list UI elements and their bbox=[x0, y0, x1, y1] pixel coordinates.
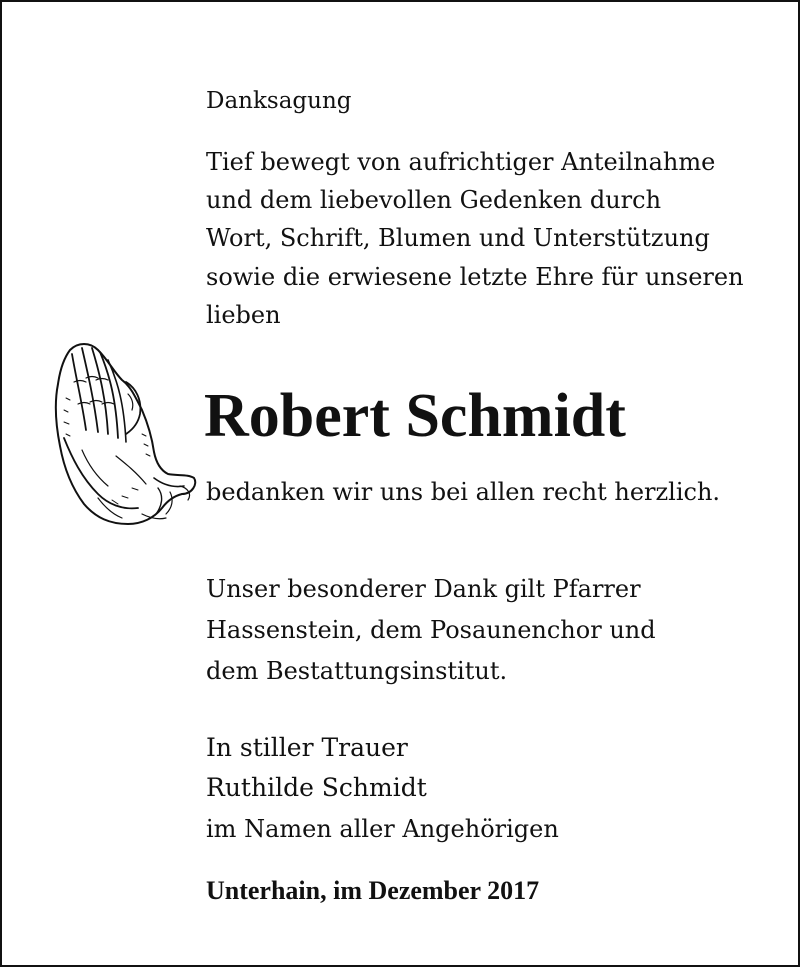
special-thanks-paragraph bbox=[206, 569, 656, 692]
intro-line: Tief bewegt von aufrichtiger Anteilnahme bbox=[206, 148, 716, 176]
on-behalf-line: im Namen aller Angehörigen bbox=[206, 815, 559, 843]
praying-hands-icon bbox=[42, 338, 200, 530]
place-date: Unterhain, im Dezember 2017 bbox=[206, 876, 540, 905]
mourner-name: Ruthilde Schmidt bbox=[206, 773, 427, 802]
intro-paragraph bbox=[206, 143, 744, 334]
special-thanks-line: Unser besonderer Dank gilt Pfarrer bbox=[206, 575, 641, 603]
signature-block bbox=[206, 728, 559, 850]
intro-line: und dem liebevollen Gedenken durch bbox=[206, 186, 662, 215]
intro-line: lieben bbox=[206, 300, 281, 329]
heading: Danksagung bbox=[206, 88, 352, 114]
deceased-name: Robert Schmidt bbox=[204, 382, 626, 450]
special-thanks-line: Hassenstein, dem Posaunenchor und bbox=[206, 616, 656, 644]
mourning-phrase: In stiller Trauer bbox=[206, 733, 408, 762]
intro-line: Wort, Schrift, Blumen und Unterstützung bbox=[206, 224, 710, 253]
thanks-line: bedanken wir uns bei allen recht herzlich. bbox=[206, 478, 721, 506]
intro-line: sowie die erwiesene letzte Ehre für unseren bbox=[206, 262, 744, 291]
special-thanks-line: dem Bestattungsinstitut. bbox=[206, 657, 508, 685]
